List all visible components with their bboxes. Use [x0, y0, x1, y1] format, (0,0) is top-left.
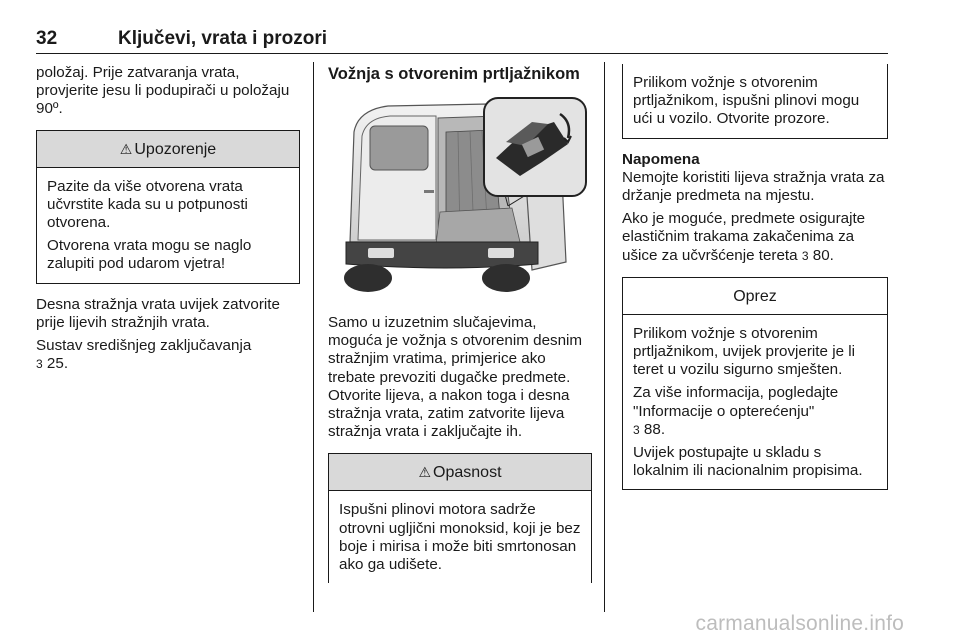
warning-box: [36, 130, 300, 284]
note-paragraph: Nemojte koristiti lijeva stražnja vrata za držanje predmeta na mjestu.: [622, 168, 885, 205]
caution-title: Oprez: [733, 287, 777, 305]
warning-triangle-icon: ⚠: [119, 140, 133, 157]
column-divider: [313, 62, 314, 612]
caution-box-header: [623, 278, 887, 315]
warning-paragraph: Otvorena vrata mogu se naglo zalupiti pod udarom vjetra!: [47, 237, 252, 273]
note-title: [622, 151, 888, 169]
note-paragraph: [622, 210, 888, 265]
danger-box-body: [329, 491, 591, 583]
body-paragraph: [36, 337, 300, 373]
column-2: [328, 64, 592, 583]
page-reference: 88.: [643, 420, 666, 438]
danger-continued-body: [623, 64, 887, 138]
danger-title: Opasnost: [433, 464, 502, 482]
section-heading: Vožnja s otvorenim prtljažnikom: [328, 65, 580, 83]
danger-box-header: [329, 454, 591, 491]
column-3: [622, 64, 888, 490]
warning-title: Upozorenje: [134, 140, 217, 158]
danger-paragraph: Prilikom vožnje s otvorenim prtljažnikom, ispušni plinovi mogu ući u vozilo. Otvorite prozore.: [633, 74, 860, 128]
caution-paragraph: Uvijek postupajte u skladu s lokalnim ili nacionalnim propisima.: [633, 444, 863, 480]
paragraph-text: Sustav središnjeg zaključavanja: [36, 337, 252, 355]
body-paragraph: Desna stražnja vrata uvijek zatvorite prije lijevih stražnjih vrata.: [36, 295, 280, 331]
caution-paragraph: Prilikom vožnje s otvorenim prtljažnikom, uvijek provjerite je li teret u vozilu sigurno smješten.: [633, 324, 855, 379]
page-reference-arrow-icon: 3: [801, 248, 809, 263]
intro-paragraph: položaj. Prije zatvaranja vrata, provjerite jesu li podupirači u položaju 90º.: [36, 64, 290, 118]
rear-door-illustration-svg: [328, 92, 590, 300]
danger-box: [328, 453, 592, 583]
page-reference: 80.: [812, 246, 834, 264]
watermark: carmanualsonline.info: [695, 612, 904, 635]
danger-paragraph: Ispušni plinovi motora sadrže otrovni ugljični monoksid, koji je bez boje i mirisa i može biti smrtonosan ako ga udišete.: [339, 501, 581, 574]
danger-box-continued: [622, 64, 888, 139]
page-reference: 25.: [46, 355, 69, 373]
caution-paragraph: [633, 384, 877, 439]
chapter-title: Ključevi, vrata i prozori: [118, 28, 328, 49]
warning-triangle-icon: ⚠: [418, 464, 432, 481]
caution-box-body: [623, 315, 887, 490]
page-reference-arrow-icon: 3: [633, 422, 640, 437]
paragraph-text: Ako je moguće, predmete osigurajte elastičnim trakama zakačenima za ušice za učvršćenje tereta: [622, 210, 866, 264]
open-rear-door-illustration: [328, 92, 590, 300]
body-paragraph: Samo u izuzetnim slučajevima, moguća je vožnja s otvorenim desnim stražnjim vratima, primjerice ako trebate prevoziti dugačke predmete. Otvorite lijeva, a nakon toga i desna stražnja vrata, zatim zatvorite lijeva stražnja vrata i zaključajte ih.: [328, 314, 583, 441]
warning-box-body: [37, 168, 299, 283]
warning-box-header: [37, 131, 299, 168]
paragraph-text: Za više informacija, pogledajte "Informacije o opterećenju": [633, 384, 839, 420]
caution-box: [622, 277, 888, 491]
column-divider: [604, 62, 605, 612]
page-header: [36, 28, 888, 54]
note-title-text: Napomena: [622, 150, 700, 168]
page-reference-arrow-icon: 3: [36, 357, 43, 372]
column-1: [36, 64, 300, 378]
page-number: 32: [36, 28, 58, 49]
warning-paragraph: Pazite da više otvorena vrata učvrstite kada su u potpunosti otvorena.: [47, 177, 248, 232]
